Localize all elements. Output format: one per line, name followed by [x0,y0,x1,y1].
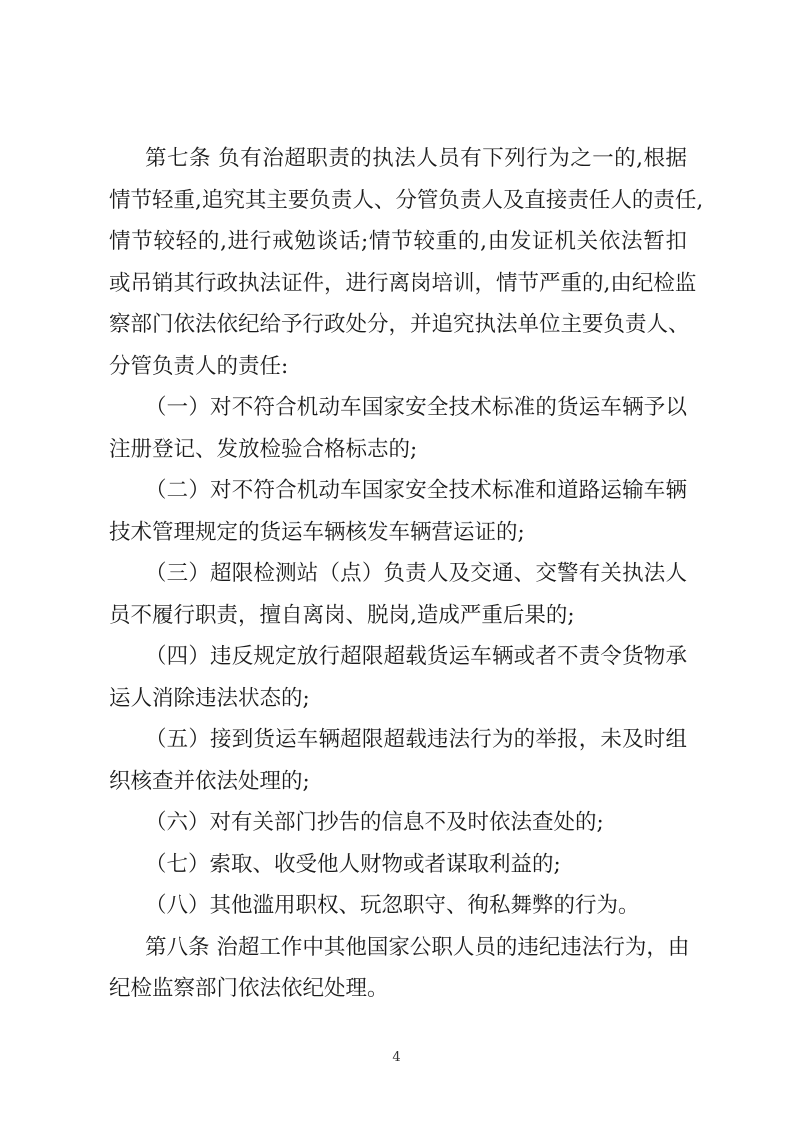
text-line: 纪检监察部门依法依纪处理。 [109,976,389,1001]
text-line: （五）接到货运车辆超限超载违法行为的举报，未及时组 [145,727,687,752]
text-line: （八）其他滥用职权、玩忽职守、徇私舞弊的行为。 [145,893,640,918]
text-line: （七）索取、收受他人财物或者谋取利益的; [145,851,561,877]
text-line: 察部门依法依纪给予行政处分，并追究执法单位主要负责人、 [109,312,690,337]
text-line: 技术管理规定的货运车辆核发车辆营运证的; [109,519,525,545]
text-line: 情节较轻的,进行戒勉谈话;情节较重的,由发证机关依法暂扣 [109,229,687,254]
text-line: （一）对不符合机动车国家安全技术标准的货运车辆予以 [145,395,687,420]
text-line: 情节轻重,追究其主要负责人、分管负责人及直接责任人的责任, [109,187,704,213]
text-line: （二）对不符合机动车国家安全技术标准和道路运输车辆 [145,478,687,503]
text-line: （四）违反规定放行超限超载货运车辆或者不责令货物承 [145,644,687,669]
page-number: 4 [392,1050,401,1065]
text-line: 织核查并依法处理的; [109,768,310,794]
document-body [109,138,704,1010]
text-line: （六）对有关部门抄告的信息不及时依法查处的; [145,810,604,835]
text-line: （三）超限检测站（点）负责人及交通、交警有关执法人 [145,561,687,586]
text-line: 分管负责人的责任: [109,353,289,379]
text-line: 第八条 治超工作中其他国家公职人员的违纪违法行为，由 [145,934,690,960]
text-line: 员不履行职责，擅自离岗、脱岗,造成严重后果的; [109,602,575,628]
text-line: 第七条 负有治超职责的执法人员有下列行为之一的,根据 [145,146,687,171]
text-line: 运人消除违法状态的; [109,685,310,711]
text-line: 或吊销其行政执法证件，进行离岗培训，情节严重的,由纪检监 [109,270,697,296]
text-line: 注册登记、发放检验合格标志的; [109,436,418,462]
